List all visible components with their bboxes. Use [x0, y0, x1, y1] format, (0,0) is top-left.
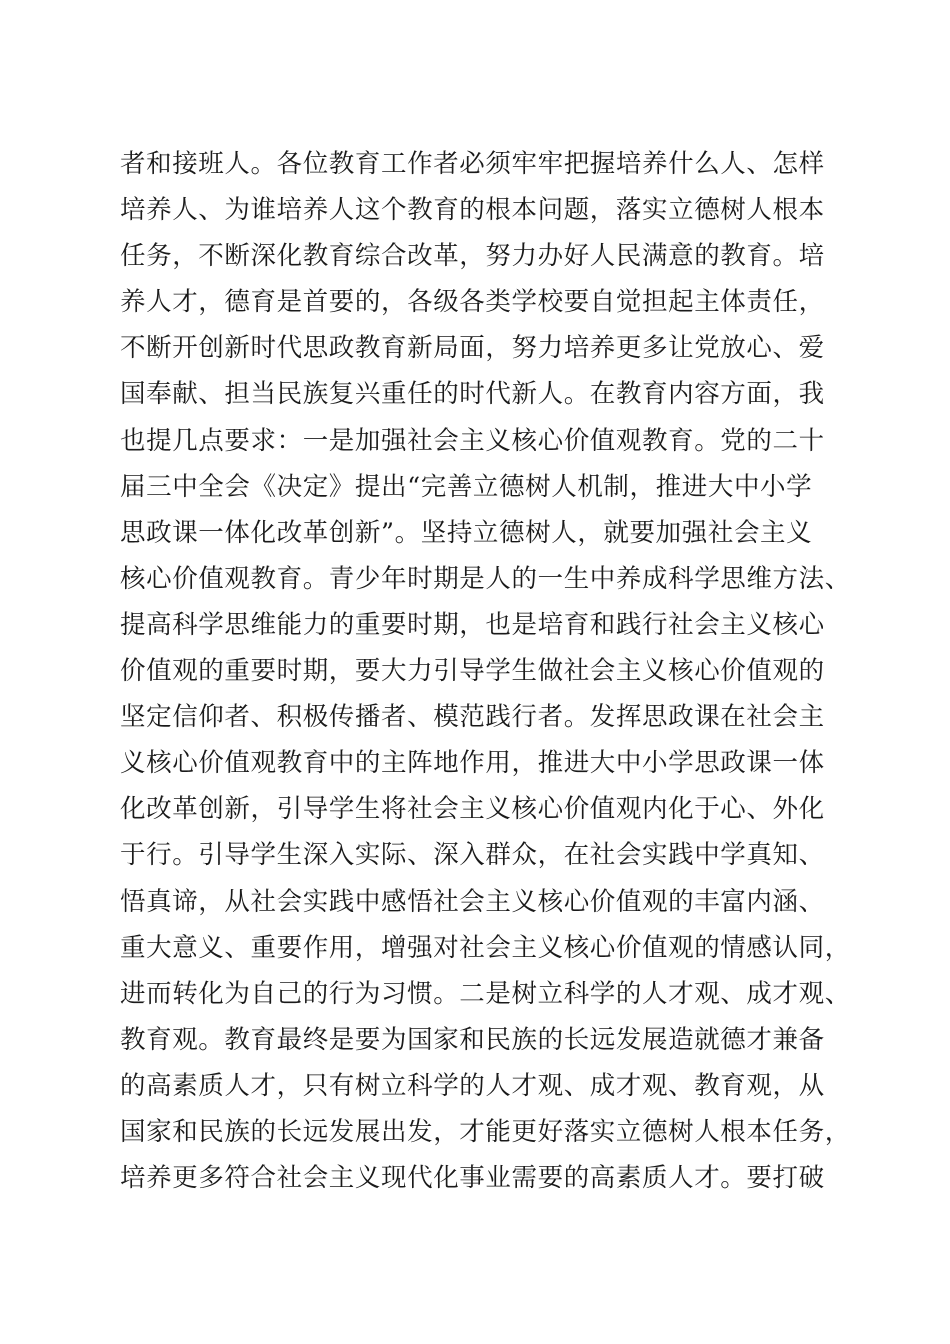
text-line: 培养更多符合社会主义现代化事业需要的高素质人才。要打破 [120, 1163, 825, 1194]
text-line: 国家和民族的长远发展出发，才能更好落实立德树人根本任务， [120, 1116, 851, 1147]
text-line: 价值观的重要时期，要大力引导学生做社会主义核心价值观的 [120, 656, 825, 687]
text-line: 培养人、为谁培养人这个教育的根本问题，落实立德树人根本 [120, 195, 825, 226]
text-line: 者和接班人。各位教育工作者必须牢牢把握培养什么人、怎样 [120, 149, 825, 179]
body-paragraph [120, 141, 851, 1201]
text-line: 养人才，德育是首要的，各级各类学校要自觉担起主体责任， [120, 287, 825, 318]
text-line: 化改革创新，引导学生将社会主义核心价值观内化于心、外化 [120, 794, 825, 825]
text-line: 核心价值观教育。青少年时期是人的一生中养成科学思维方法、 [120, 563, 851, 594]
text-line: 任务，不断深化教育综合改革，努力办好人民满意的教育。培 [120, 241, 825, 272]
text-line: 也提几点要求：一是加强社会主义核心价值观教育。党的二十 [120, 425, 825, 456]
text-line: 思政课一体化改革创新”。坚持立德树人，就要加强社会主义 [120, 517, 813, 548]
text-line: 的高素质人才，只有树立科学的人才观、成才观、教育观，从 [120, 1070, 825, 1101]
text-line: 不断开创新时代思政教育新局面，努力培养更多让党放心、爱 [120, 333, 825, 364]
text-line: 于行。引导学生深入实际、深入群众，在社会实践中学真知、 [120, 840, 825, 871]
text-line: 义核心价值观教育中的主阵地作用，推进大中小学思政课一体 [120, 748, 825, 779]
text-line: 教育观。教育最终是要为国家和民族的长远发展造就德才兼备 [120, 1024, 825, 1055]
text-line: 坚定信仰者、积极传播者、模范践行者。发挥思政课在社会主 [120, 702, 825, 733]
text-line: 进而转化为自己的行为习惯。二是树立科学的人才观、成才观、 [120, 978, 851, 1009]
text-line: 届三中全会《决定》提出“完善立德树人机制，推进大中小学 [120, 471, 813, 502]
text-line: 提高科学思维能力的重要时期，也是培育和践行社会主义核心 [120, 609, 825, 640]
text-line: 悟真谛，从社会实践中感悟社会主义核心价值观的丰富内涵、 [120, 886, 825, 917]
text-line: 国奉献、担当民族复兴重任的时代新人。在教育内容方面，我 [120, 379, 825, 410]
text-line: 重大意义、重要作用，增强对社会主义核心价值观的情感认同， [120, 932, 851, 963]
